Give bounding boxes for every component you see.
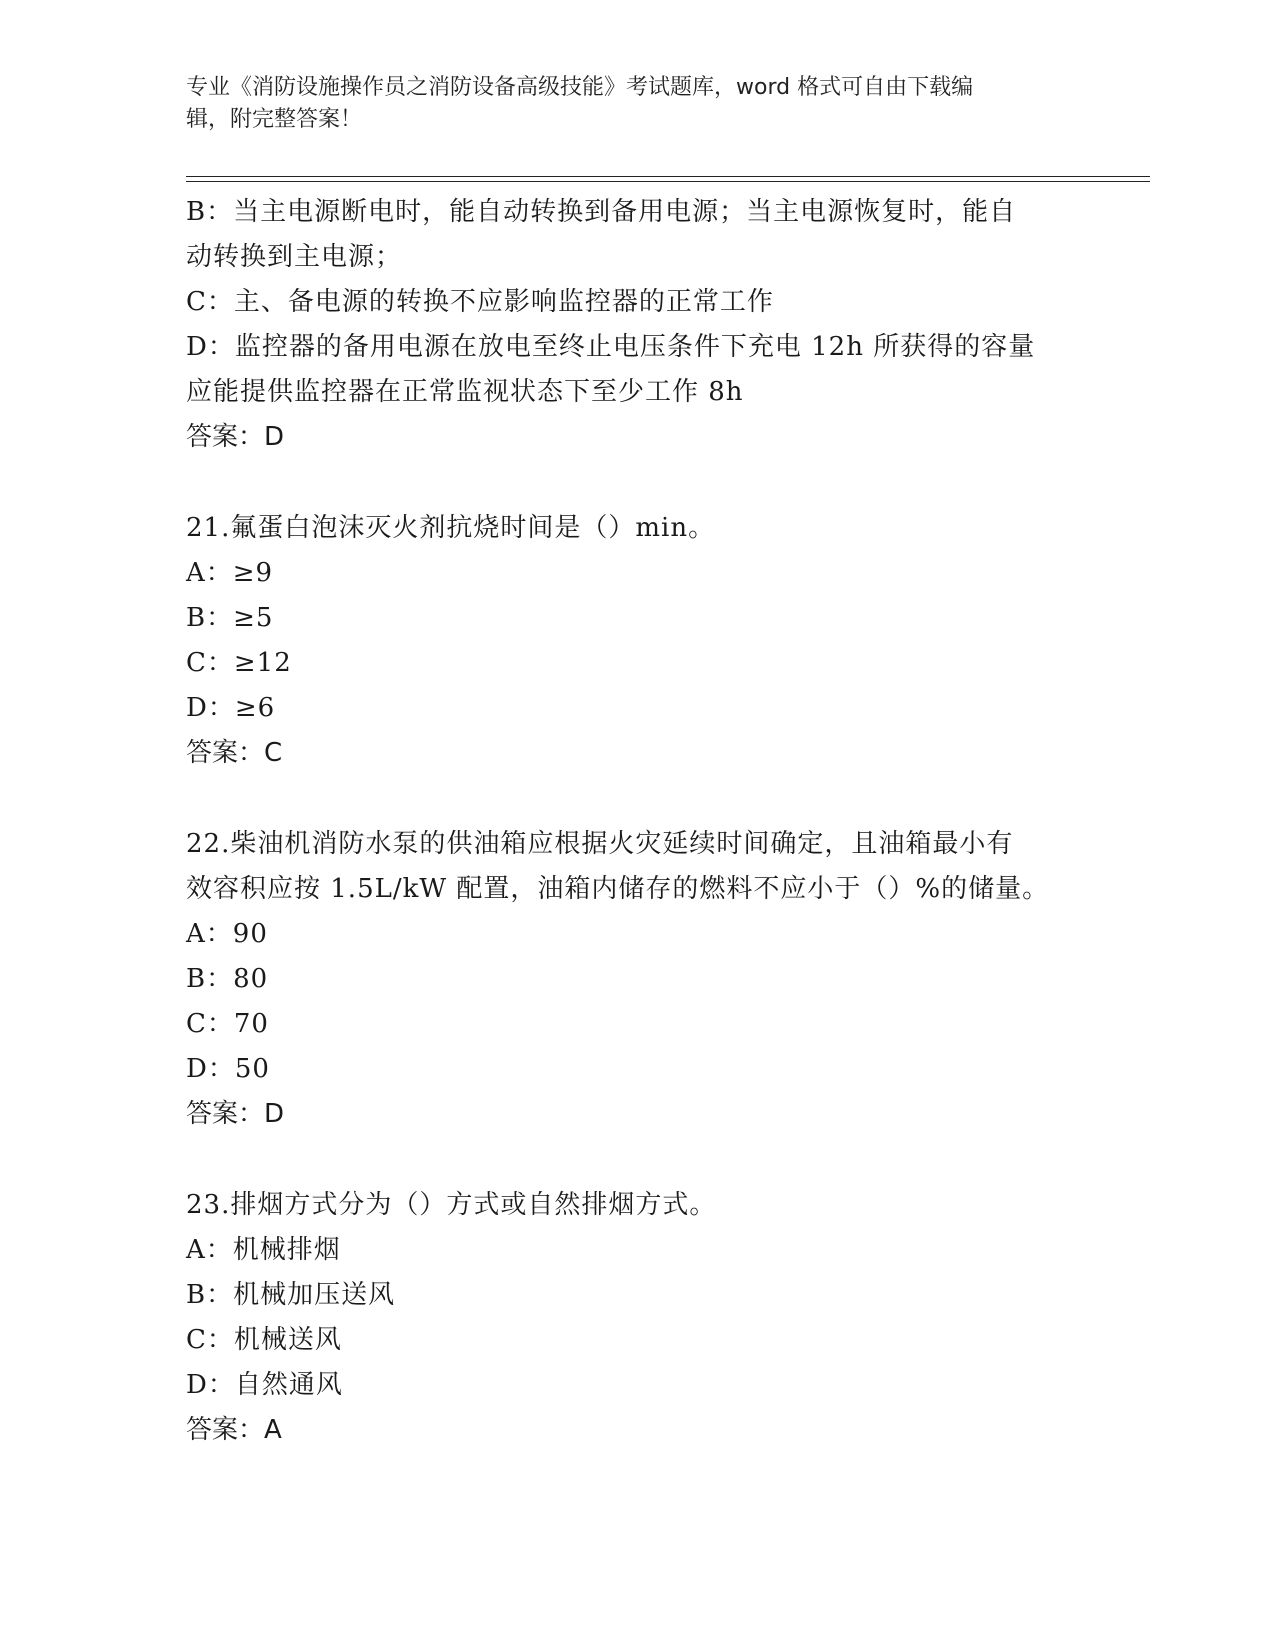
answer-21: 答案：C	[186, 738, 283, 768]
answer-22: 答案：D	[186, 1099, 285, 1129]
option-a: A：≥9	[186, 558, 274, 588]
option-b-line-2: 动转换到主电源；	[186, 242, 403, 272]
option-d: D：≥6	[186, 693, 276, 723]
question-20-continued	[186, 190, 1066, 460]
question-content	[186, 190, 1066, 1453]
option-b: B：80	[186, 964, 269, 994]
question-23	[186, 1183, 1066, 1453]
option-d-line-1: D：监控器的备用电源在放电至终止电压条件下充电 12h 所获得的容量	[186, 332, 1036, 362]
option-a: A：90	[186, 919, 268, 949]
header-rule-bottom	[186, 181, 1150, 182]
question-stem-line-2: 效容积应按 1.5L/kW 配置，油箱内储存的燃料不应小于（）%的储量。	[186, 874, 1050, 904]
option-c: C：70	[186, 1009, 269, 1039]
document-header	[186, 72, 1086, 136]
option-a: A：机械排烟	[186, 1235, 341, 1265]
option-d-line-2: 应能提供监控器在正常监视状态下至少工作 8h	[186, 377, 744, 407]
answer-23: 答案：A	[186, 1415, 282, 1445]
option-c: C：主、备电源的转换不应影响监控器的正常工作	[186, 287, 774, 317]
option-d: D：50	[186, 1054, 270, 1084]
question-stem-line-1: 22.柴油机消防水泵的供油箱应根据火灾延续时间确定，且油箱最小有	[186, 829, 1014, 859]
header-rule-top	[186, 176, 1150, 177]
question-21	[186, 506, 1066, 776]
question-22	[186, 822, 1066, 1137]
question-stem: 23.排烟方式分为（）方式或自然排烟方式。	[186, 1190, 717, 1220]
answer-20: 答案：D	[186, 422, 285, 452]
option-b-line-1: B：当主电源断电时，能自动转换到备用电源；当主电源恢复时，能自	[186, 197, 1017, 227]
option-b: B：≥5	[186, 603, 274, 633]
option-c: C：≥12	[186, 648, 292, 678]
option-b: B：机械加压送风	[186, 1280, 396, 1310]
option-d: D：自然通风	[186, 1370, 343, 1400]
option-c: C：机械送风	[186, 1325, 342, 1355]
question-stem: 21.氟蛋白泡沫灭火剂抗烧时间是（）min。	[186, 513, 716, 543]
header-line-2: 辑，附完整答案！	[186, 107, 363, 132]
header-line-1: 专业《消防设施操作员之消防设备高级技能》考试题库，word 格式可自由下载编	[186, 75, 974, 100]
